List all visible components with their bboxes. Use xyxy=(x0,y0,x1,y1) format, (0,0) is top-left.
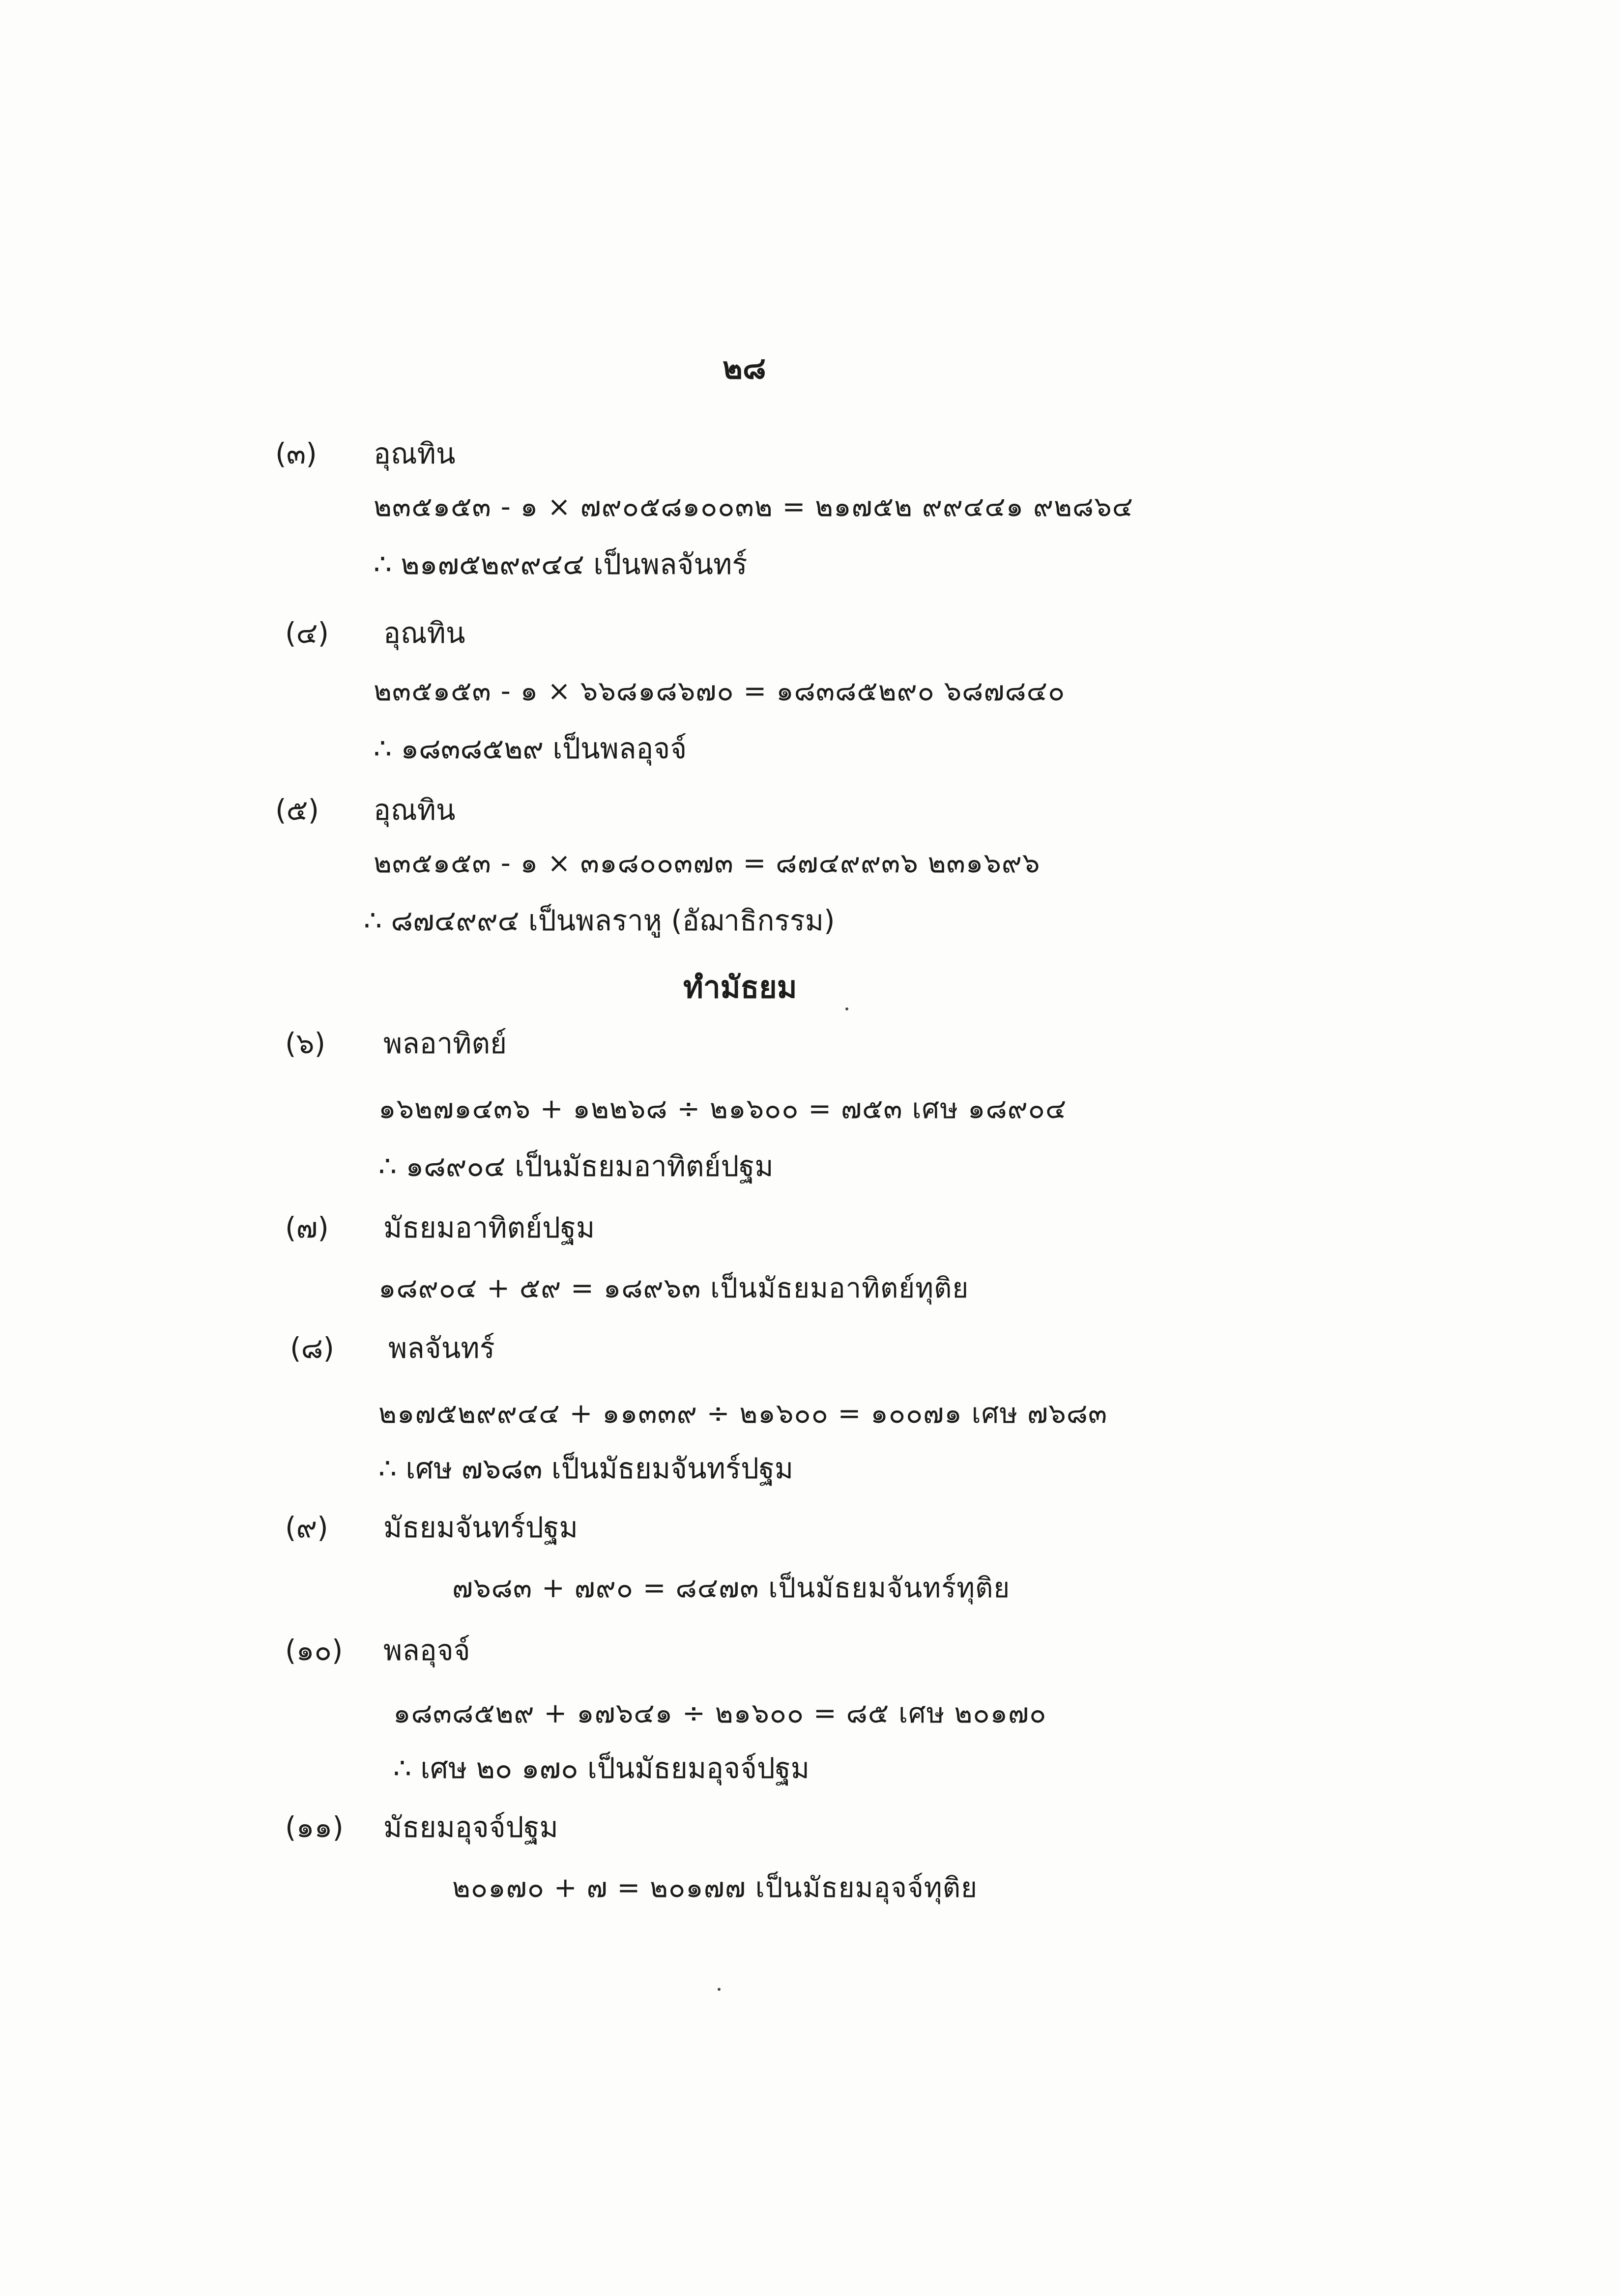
item-number: (๕) xyxy=(275,793,319,827)
item-title: มัธยมอุจจ์ปฐม xyxy=(383,1810,558,1844)
item-8-result: ∴ เศษ ๗๖๘๓ เป็นมัธยมจันทร์ปฐม xyxy=(378,1452,794,1485)
item-4-formula: ๒๓๕๑๕๓ - ๑ × ๖๖๘๑๘๖๗๐ = ๑๘๓๘๕๒๙๐ ๖๘๗๘๔๐ xyxy=(374,675,1066,707)
item-4-heading xyxy=(285,617,465,650)
item-title: พลจันทร์ xyxy=(388,1331,495,1365)
item-number: (๗) xyxy=(285,1211,329,1244)
item-5-formula: ๒๓๕๑๕๓ - ๑ × ๓๑๘๐๐๓๗๓ = ๘๗๔๙๙๓๖ ๒๓๑๖๙๖ xyxy=(374,847,1041,879)
item-6-result: ∴ ๑๘๙๐๔ เป็นมัธยมอาทิตย์ปฐม xyxy=(378,1149,774,1183)
item-5-heading xyxy=(275,794,456,827)
item-title: มัธยมอาทิตย์ปฐม xyxy=(383,1211,595,1244)
item-3-heading xyxy=(275,437,456,470)
item-number: (๘) xyxy=(290,1331,335,1365)
item-title: อุณทิน xyxy=(383,616,465,650)
scan-speck xyxy=(845,1007,848,1010)
item-number: (๔) xyxy=(285,616,329,650)
item-number: (๑๑) xyxy=(285,1810,344,1844)
item-5-result: ∴ ๘๗๔๙๙๔ เป็นพลราหู (อัฌาธิกรรม) xyxy=(364,904,835,937)
item-title: อุณทิน xyxy=(374,793,456,827)
page-number: ๒๘ xyxy=(723,350,766,386)
item-9-formula: ๗๖๘๓ + ๗๙๐ = ๘๔๗๓ เป็นมัธยมจันทร์ทุติย xyxy=(452,1572,1011,1604)
item-3-formula: ๒๓๕๑๕๓ - ๑ × ๗๙๐๕๘๑๐๐๓๒ = ๒๑๗๕๒ ๙๙๔๔๑ ๙๒๘๖๔ xyxy=(374,491,1134,523)
item-10-formula: ๑๘๓๘๕๒๙ + ๑๗๖๔๑ ÷ ๒๑๖๐๐ = ๘๕ เศษ ๒๐๑๗๐ xyxy=(393,1697,1047,1729)
item-number: (๖) xyxy=(285,1027,326,1060)
item-10-result: ∴ เศษ ๒๐ ๑๗๐ เป็นมัธยมอุจจ์ปฐม xyxy=(393,1751,810,1785)
item-title: พลอุจจ์ xyxy=(383,1634,470,1667)
item-7-formula: ๑๘๙๐๔ + ๕๙ = ๑๘๙๖๓ เป็นมัธยมอาทิตย์ทุติย xyxy=(378,1272,969,1304)
item-7-heading xyxy=(285,1211,595,1244)
item-title: พลอาทิตย์ xyxy=(383,1027,507,1060)
item-8-heading xyxy=(290,1332,495,1365)
item-4-result: ∴ ๑๘๓๘๕๒๙ เป็นพลอุจจ์ xyxy=(374,732,687,765)
section-title: ทำมัธยม xyxy=(683,969,797,1005)
item-9-heading xyxy=(285,1511,578,1544)
item-number: (๓) xyxy=(275,437,317,470)
item-8-formula: ๒๑๗๕๒๙๙๔๔ + ๑๑๓๓๙ ÷ ๒๑๖๐๐ = ๑๐๐๗๑ เศษ ๗๖๘๓ xyxy=(378,1398,1108,1430)
item-10-heading xyxy=(285,1634,470,1667)
item-6-heading xyxy=(285,1027,507,1060)
scan-speck xyxy=(718,1988,721,1991)
item-title: อุณทิน xyxy=(374,437,456,470)
item-3-result: ∴ ๒๑๗๕๒๙๙๔๔ เป็นพลจันทร์ xyxy=(374,547,748,581)
item-number: (๑๐) xyxy=(285,1634,343,1667)
item-number: (๙) xyxy=(285,1511,328,1544)
item-6-formula: ๑๖๒๗๑๔๓๖ + ๑๒๒๖๘ ÷ ๒๑๖๐๐ = ๗๕๓ เศษ ๑๘๙๐๔ xyxy=(378,1093,1067,1125)
item-11-formula: ๒๐๑๗๐ + ๗ = ๒๐๑๗๗ เป็นมัธยมอุจจ์ทุติย xyxy=(452,1872,978,1904)
item-11-heading xyxy=(285,1811,558,1844)
item-title: มัธยมจันทร์ปฐม xyxy=(383,1511,578,1544)
